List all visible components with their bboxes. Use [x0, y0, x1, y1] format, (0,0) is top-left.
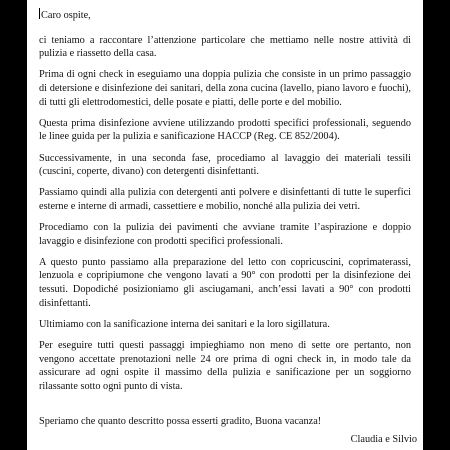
greeting: Caro ospite,: [41, 10, 91, 21]
paragraph-bookings: Per eseguire tutti questi passaggi impieghiamo non meno di sette ore pertanto, non vengono accettate prenotazioni nelle 24 ore prima di ogni check in, in modo tale da assicurare ad ogni ospite il massimo della pulizia e sanificazione per un soggiorno rilassante sotto ogni punto di vista.: [39, 340, 411, 392]
document-body[interactable]: [39, 8, 411, 437]
closing-line: Speriamo che quanto descritto possa esserti gradito, Buona vacanza!: [39, 416, 322, 428]
paragraph-disinfection: Questa prima disinfezione avviene utilizzando prodotti specifici professionali, seguendo le linee guida per la pulizia e sanificazione HACCP (Reg. CE 852/2004).: [39, 117, 411, 143]
text-cursor: [39, 8, 40, 19]
paragraph-floors: Procediamo con la pulizia dei pavimenti che avviane tramite l’aspirazione e doppio lavaggio e disinfezione con prodotti specifici professionali.: [39, 222, 411, 247]
paragraph-intro: ci teniamo a raccontare l’attenzione particolare che mettiamo nelle nostre attività di pulizia e riassetto della casa.: [39, 34, 411, 60]
paragraph-surfaces: Passiamo quindi alla pulizia con detergenti anti polvere e disinfettanti di tutte le superfici esterne e interne di armadi, cassettiere e mobilio, nonché alla pulizia dei vetri.: [39, 187, 411, 212]
paragraph-sanitary: Ultimiamo con la sanificazione interna dei sanitari e la loro sigillatura.: [39, 318, 330, 330]
document-page: [27, 0, 423, 450]
paragraph-double-cleaning: Prima di ogni check in eseguiamo una doppia pulizia che consiste in un primo passaggio di detersione e disinfezione dei sanitari, della zona cucina (lavello, piano lavoro e fuochi), di tutti gli elettrodomestici, delle posate e piatti, delle porte e del mobilio.: [39, 69, 411, 108]
signature: Claudia e Silvio: [350, 434, 417, 445]
paragraph-bed: A questo punto passiamo alla preparazione del letto con copricuscini, coprimaterassi, lenzuola e copripiumone che vengono lavati a 90° con prodotti per la disinfezione dei tessuti. Dopodiché posizioniamo gli asciugamani, anch’essi lavati a 90° con prodotti disinfettanti.: [39, 256, 411, 309]
paragraph-textiles: Successivamente, in una seconda fase, procediamo al lavaggio dei materiali tessili (cuscini, coperte, divano) con detergenti disinfettanti.: [39, 152, 411, 178]
